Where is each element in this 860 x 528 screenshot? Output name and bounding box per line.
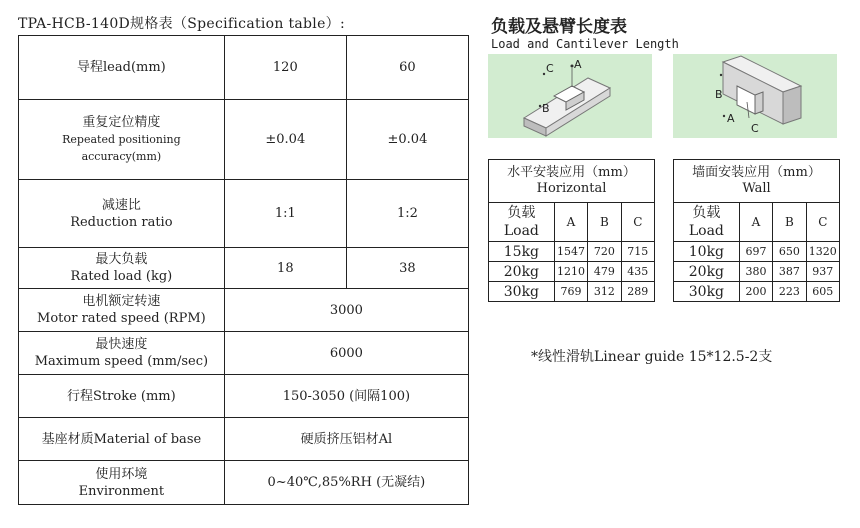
load-table-title: 负载及悬臂长度表 [491,17,627,37]
spec-row-reduction [19,180,469,248]
diagram-label-b: B [542,102,550,115]
load-table-col-headers [674,203,840,242]
spec-label [19,332,225,375]
spec-value: 1:2 [346,180,468,248]
table-row [489,262,655,282]
spec-label [19,248,225,289]
load-table-col-headers [489,203,655,242]
spec-value: 1:1 [224,180,346,248]
spec-value: 120 [224,36,346,100]
load-value: 20kg [674,262,740,282]
length-a: 380 [739,262,772,282]
load-header-en: Load [688,223,724,239]
load-value: 30kg [489,282,555,302]
col-header-c: C [621,203,654,242]
col-header-b: B [588,203,621,242]
load-table-heading-en: Horizontal [536,181,607,196]
spec-row-environment [19,461,469,505]
wall-mount-diagram [673,54,837,138]
length-c: 289 [621,282,654,302]
load-table-header [489,160,655,203]
spec-label-cn: 重复定位精度 [82,115,161,130]
load-col-header [674,203,740,242]
horizontal-mount-diagram [488,54,652,138]
spec-row-material [19,418,469,461]
spec-value: 3000 [224,289,468,332]
spec-row-max-speed [19,332,469,375]
load-header-en: Load [503,223,539,239]
spec-label-cn: 使用环境 [95,466,148,482]
length-b: 387 [773,262,806,282]
spec-label: 行程Stroke (mm) [19,375,225,418]
load-table-heading-en: Wall [742,181,771,196]
length-b: 312 [588,282,621,302]
diagram-label-b: B [715,88,723,101]
horizontal-load-table [488,159,655,302]
spec-label-en: Reduction ratio [70,214,173,230]
spec-label-cn: 最快速度 [95,337,148,352]
load-header-cn: 负载 [507,205,536,221]
load-table-heading [674,160,840,203]
horizontal-mount-illustration [488,54,652,138]
spec-value: 0~40℃,85%RH (无凝结) [224,461,468,505]
spec-table-title: TPA-HCB-140D规格表（Specification table）: [18,16,345,32]
table-row [674,242,840,262]
length-a: 1547 [554,242,587,262]
col-header-a: A [739,203,772,242]
load-value: 30kg [674,282,740,302]
spec-label-cn: 电机额定转速 [82,294,161,309]
spec-label [19,461,225,505]
table-row [674,282,840,302]
spec-value: ±0.04 [346,100,468,180]
spec-label-en: Repeated positioning accuracy(mm) [62,133,181,163]
diagram-label-a: A [727,112,735,125]
load-table-heading [489,160,655,203]
load-value: 15kg [489,242,555,262]
spec-row-lead [19,36,469,100]
length-a: 200 [739,282,772,302]
length-b: 479 [588,262,621,282]
spec-row-motor-speed [19,289,469,332]
table-row [489,242,655,262]
spec-label [19,289,225,332]
linear-guide-note: *线性滑轨Linear guide 15*12.5-2支 [531,349,773,365]
wall-mount-illustration [673,54,837,138]
load-value: 20kg [489,262,555,282]
load-col-header [489,203,555,242]
spec-label-en: Motor rated speed (RPM) [37,311,206,326]
load-header-cn: 负载 [692,205,721,221]
spec-row-rated-load [19,248,469,289]
specification-table [18,35,469,505]
wall-load-table [673,159,840,302]
length-a: 1210 [554,262,587,282]
spec-label: 基座材质Material of base [19,418,225,461]
length-b: 223 [773,282,806,302]
spec-value: 硬质挤压铝材Al [224,418,468,461]
length-c: 435 [621,262,654,282]
col-header-c: C [806,203,839,242]
col-header-a: A [554,203,587,242]
spec-label [19,100,225,180]
spec-label-cn: 减速比 [101,197,141,213]
spec-value: 18 [224,248,346,289]
diagram-label-c: C [751,122,759,135]
length-c: 605 [806,282,839,302]
length-a: 769 [554,282,587,302]
spec-label [19,180,225,248]
spec-label-en: Environment [78,483,165,499]
length-c: 1320 [806,242,839,262]
length-c: 937 [806,262,839,282]
spec-value: ±0.04 [224,100,346,180]
load-table-heading-cn: 水平安装应用（mm） [507,165,636,180]
spec-label-cn: 最大负载 [95,252,148,267]
spec-value: 6000 [224,332,468,375]
length-b: 650 [773,242,806,262]
length-c: 715 [621,242,654,262]
length-b: 720 [588,242,621,262]
spec-label-en: Maximum speed (mm/sec) [34,354,209,369]
load-table-subtitle: Load and Cantilever Length [491,37,679,51]
col-header-b: B [773,203,806,242]
spec-label: 导程lead(mm) [19,36,225,100]
spec-row-accuracy [19,100,469,180]
load-table-header [674,160,840,203]
diagram-label-c: C [546,62,554,75]
spec-value: 150-3050 (间隔100) [224,375,468,418]
spec-value: 60 [346,36,468,100]
spec-value: 38 [346,248,468,289]
table-row [489,282,655,302]
spec-label-en: Rated load (kg) [70,269,173,284]
load-value: 10kg [674,242,740,262]
length-a: 697 [739,242,772,262]
diagram-label-a: A [574,58,582,71]
spec-row-stroke [19,375,469,418]
table-row [674,262,840,282]
load-table-heading-cn: 墙面安装应用（mm） [692,165,821,180]
